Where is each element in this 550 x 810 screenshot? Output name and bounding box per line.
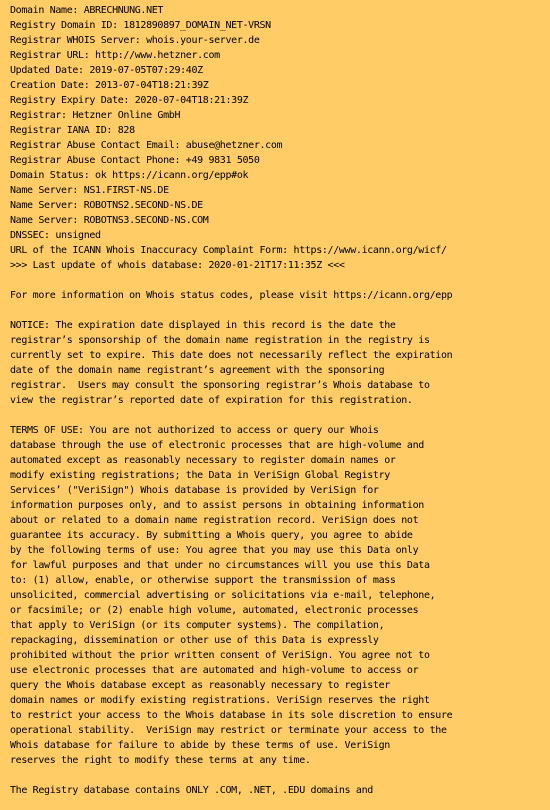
- whois-line: Updated Date: 2019-07-05T07:29:40Z: [10, 65, 203, 76]
- whois-line: Services’ ("VeriSign") Whois database is provided by VeriSign for: [10, 485, 379, 496]
- whois-line: operational stability. VeriSign may restrict or terminate your access to the: [10, 725, 447, 736]
- whois-line: unsolicited, commercial advertising or solicitations via e-mail, telephone,: [10, 590, 436, 601]
- whois-line: guarantee its accuracy. By submitting a Whois query, you agree to abide: [10, 530, 413, 541]
- whois-line: Name Server: ROBOTNS2.SECOND-NS.DE: [10, 200, 203, 211]
- whois-line: DNSSEC: unsigned: [10, 230, 101, 241]
- whois-line: Creation Date: 2013-07-04T18:21:39Z: [10, 80, 209, 91]
- whois-line: [10, 408, 550, 423]
- whois-line: >>> Last update of whois database: 2020-01-21T17:11:35Z <<<: [10, 260, 345, 271]
- whois-line: automated except as reasonably necessary to register domain names or: [10, 455, 396, 466]
- whois-line: repackaging, dissemination or other use of this Data is expressly: [10, 635, 379, 646]
- whois-line: view the registrar’s reported date of expiration for this registration.: [10, 395, 413, 406]
- whois-line: for lawful purposes and that under no circumstances will you use this Data: [10, 560, 430, 571]
- whois-line: reserves the right to modify these terms at any time.: [10, 755, 311, 766]
- whois-line: registrar’s sponsorship of the domain name registration in the registry is: [10, 335, 430, 346]
- whois-line: date of the domain name registrant’s agreement with the sponsoring: [10, 365, 385, 376]
- whois-line: that apply to VeriSign (or its computer systems). The compilation,: [10, 620, 385, 631]
- whois-line: Domain Name: ABRECHNUNG.NET: [10, 5, 164, 16]
- whois-line: currently set to expire. This date does not necessarily reflect the expiration: [10, 350, 453, 361]
- whois-line: Registrar Abuse Contact Phone: +49 9831 5050: [10, 155, 260, 166]
- whois-line: Name Server: NS1.FIRST-NS.DE: [10, 185, 169, 196]
- whois-line: registrar. Users may consult the sponsoring registrar’s Whois database to: [10, 380, 430, 391]
- whois-line: to: (1) allow, enable, or otherwise support the transmission of mass: [10, 575, 396, 586]
- whois-line: The Registry database contains ONLY .COM, .NET, .EDU domains and: [10, 785, 373, 796]
- whois-line: Registrar URL: http://www.hetzner.com: [10, 50, 220, 61]
- whois-line: Registrar: Hetzner Online GmbH: [10, 110, 181, 121]
- whois-line: to restrict your access to the Whois database in its sole discretion to ensure: [10, 710, 453, 721]
- whois-line: Registrar Abuse Contact Email: abuse@hetzner.com: [10, 140, 283, 151]
- whois-line: prohibited without the prior written consent of VeriSign. You agree not to: [10, 650, 430, 661]
- whois-line: Registrar WHOIS Server: whois.your-server.de: [10, 35, 260, 46]
- whois-line: URL of the ICANN Whois Inaccuracy Complaint Form: https://www.icann.org/wicf/: [10, 245, 447, 256]
- whois-line: Whois database for failure to abide by these terms of use. VeriSign: [10, 740, 390, 751]
- whois-line: TERMS OF USE: You are not authorized to access or query our Whois: [10, 425, 379, 436]
- whois-line: Registrar IANA ID: 828: [10, 125, 135, 136]
- whois-line: Registry Expiry Date: 2020-07-04T18:21:39Z: [10, 95, 249, 106]
- whois-line: domain names or modify existing registrations. VeriSign reserves the right: [10, 695, 430, 706]
- whois-line: query the Whois database except as reasonably necessary to register: [10, 680, 390, 691]
- whois-line: modify existing registrations; the Data in VeriSign Global Registry: [10, 470, 390, 481]
- whois-line: information purposes only, and to assist persons in obtaining information: [10, 500, 424, 511]
- whois-line: [10, 768, 550, 783]
- whois-line: by the following terms of use: You agree that you may use this Data only: [10, 545, 419, 556]
- whois-line: NOTICE: The expiration date displayed in this record is the date the: [10, 320, 396, 331]
- whois-line: database through the use of electronic processes that are high-volume and: [10, 440, 424, 451]
- whois-line: For more information on Whois status codes, please visit https://icann.org/epp: [10, 290, 453, 301]
- whois-line: or facsimile; or (2) enable high volume, automated, electronic processes: [10, 605, 419, 616]
- whois-line: Domain Status: ok https://icann.org/epp#ok: [10, 170, 249, 181]
- whois-line: use electronic processes that are automated and high-volume to access or: [10, 665, 419, 676]
- whois-line: Registry Domain ID: 1812890897_DOMAIN_NET-VRSN: [10, 20, 271, 31]
- whois-line: [10, 273, 550, 288]
- whois-line: [10, 303, 550, 318]
- whois-line: Name Server: ROBOTNS3.SECOND-NS.COM: [10, 215, 209, 226]
- whois-line: about or related to a domain name registration record. VeriSign does not: [10, 515, 419, 526]
